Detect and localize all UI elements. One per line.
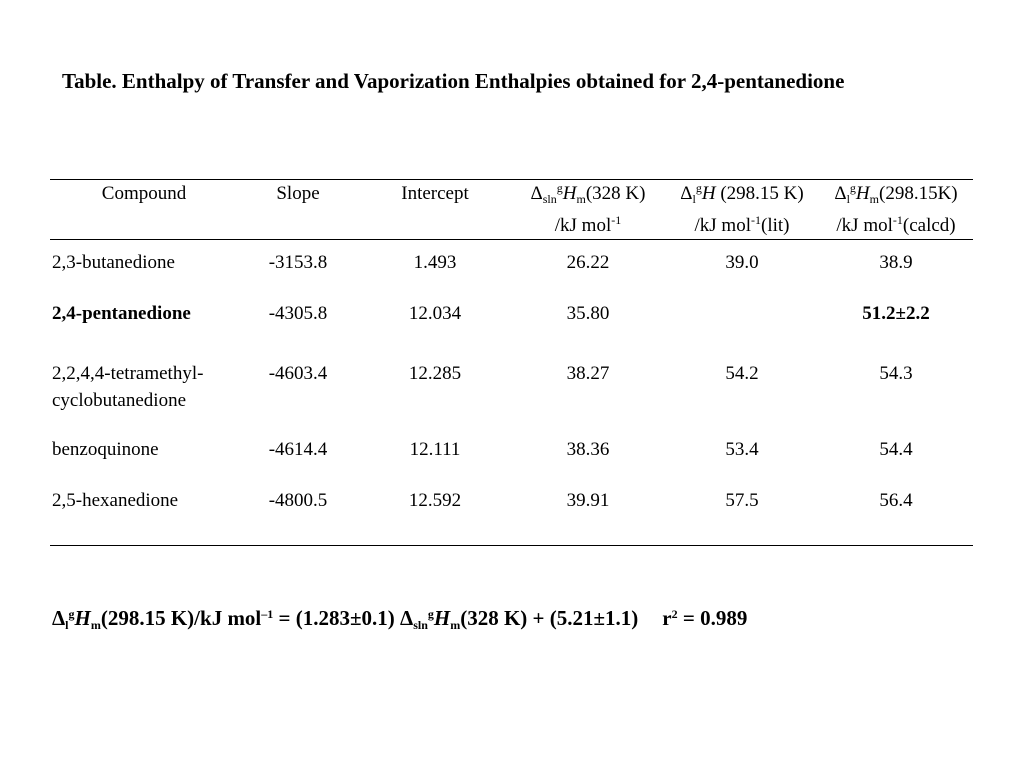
table-row-3-intercept: 12.285 xyxy=(408,363,462,384)
table-title: Table. Enthalpy of Transfer and Vaporization Enthalpies obtained for 2,4-pentanedione xyxy=(62,69,845,93)
header-dh-lit-unit: /kJ mol$^{-1}$(lit) xyxy=(694,213,790,236)
table-bottom-rule xyxy=(50,545,973,546)
header-intercept: Intercept xyxy=(401,183,469,204)
table-row-4-compound: benzoquinone xyxy=(52,439,159,460)
table-row-2-slope: -4305.8 xyxy=(268,303,328,324)
table-row-3-compound-line2: cyclobutanedione xyxy=(52,390,187,411)
table-top-rule xyxy=(50,179,973,180)
table-row-5-dh-lit: 57.5 xyxy=(725,490,759,511)
table-row-4-dh-calc: 54.4 xyxy=(879,439,913,460)
table-row-1-dh-sln: 26.22 xyxy=(566,252,610,273)
table-row-2-compound: 2,4-pentanedione xyxy=(52,303,191,324)
table-row-3-slope: -4603.4 xyxy=(268,363,328,384)
table-row-5-compound: 2,5-hexanedione xyxy=(52,490,179,511)
table-row-3-dh-sln: 38.27 xyxy=(566,363,610,384)
table-row-2-dh-sln: 35.80 xyxy=(566,303,610,324)
header-bottom-rule xyxy=(50,239,973,240)
r-squared: $r^2 = 0.989$ xyxy=(662,606,748,630)
table-row-3-dh-calc: 54.3 xyxy=(879,363,913,384)
header-slope: Slope xyxy=(276,183,320,204)
table-row-5-dh-calc: 56.4 xyxy=(879,490,913,511)
table-row-1-intercept: 1.493 xyxy=(413,252,457,273)
regression-equation: $\Delta_l^gH_m(298.15$ K)/kJ mol$^{-1}$ = (1.283±0.1) $\Delta_{sln}^gH_m(328$ K) + (5.21±1.1) $r^2 = 0.989$ xyxy=(52,606,748,632)
table-row-4-intercept: 12.111 xyxy=(409,439,461,460)
table-row-3-compound-line1: 2,2,4,4-tetramethyl- xyxy=(52,363,204,384)
table-row-1-slope: -3153.8 xyxy=(268,252,328,273)
table-row-2-dh-calc: 51.2±2.2 xyxy=(862,303,930,324)
table-row-5-dh-sln: 39.91 xyxy=(566,490,610,511)
table-row-1-compound: 2,3-butanedione xyxy=(52,252,175,273)
table-row-4-dh-lit: 53.4 xyxy=(725,439,759,460)
header-compound: Compound xyxy=(101,183,187,204)
header-dh-lit: $\Delta_l^gH$ (298.15 K) xyxy=(680,181,804,206)
table-row-1-dh-calc: 38.9 xyxy=(879,252,913,273)
table-row-1-dh-lit: 39.0 xyxy=(725,252,759,273)
table-row-5-slope: -4800.5 xyxy=(268,490,328,511)
table-row-3-dh-lit: 54.2 xyxy=(725,363,759,384)
table-row-5-intercept: 12.592 xyxy=(408,490,462,511)
header-dh-calc: $\Delta_l^gH_m(298.15K)$ xyxy=(834,181,958,206)
header-dh-calc-unit: /kJ mol$^{-1}$(calcd) xyxy=(836,213,956,236)
header-dh-sln-unit: /kJ mol$^{-1}$ xyxy=(554,213,622,236)
table-row-2-intercept: 12.034 xyxy=(408,303,462,324)
table-row-4-dh-sln: 38.36 xyxy=(566,439,610,460)
table-row-4-slope: -4614.4 xyxy=(268,439,328,460)
header-dh-sln: $\Delta_{sln}^gH_m(328$ K) xyxy=(530,181,646,206)
